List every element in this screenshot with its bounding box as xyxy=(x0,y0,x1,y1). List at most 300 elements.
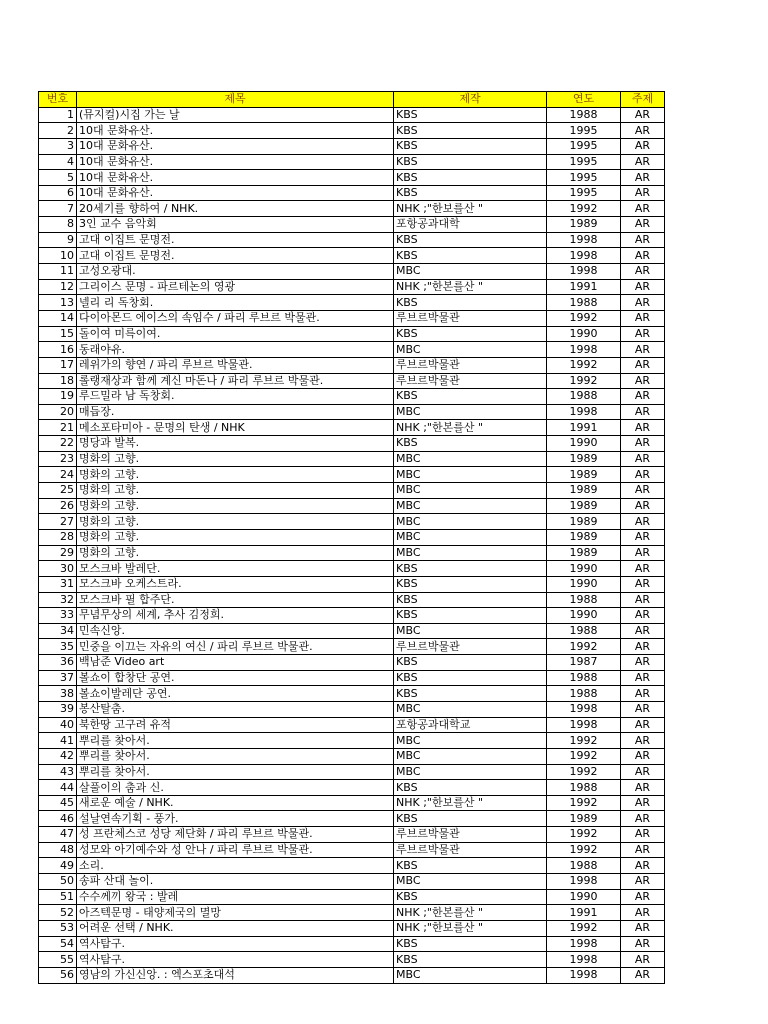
cell-number[interactable]: 47 xyxy=(39,827,77,843)
cell-producer[interactable]: 루브르박물관 xyxy=(394,357,547,373)
cell-title[interactable]: 넬리 리 독창회. xyxy=(77,295,394,311)
cell-producer[interactable]: 포항공과대학교 xyxy=(394,717,547,733)
cell-title[interactable]: 다이아몬드 에이스의 속임수 / 파리 루브르 박물관. xyxy=(77,310,394,326)
cell-producer[interactable]: 루브르박물관 xyxy=(394,310,547,326)
cell-year[interactable]: 1998 xyxy=(547,404,621,420)
cell-year[interactable]: 1992 xyxy=(547,373,621,389)
cell-producer[interactable]: MBC xyxy=(394,404,547,420)
cell-year[interactable]: 1988 xyxy=(547,858,621,874)
cell-producer[interactable]: KBS xyxy=(394,780,547,796)
cell-title[interactable]: 수수께끼 왕국 : 발레 xyxy=(77,889,394,905)
cell-number[interactable]: 19 xyxy=(39,389,77,405)
cell-number[interactable]: 1 xyxy=(39,107,77,123)
cell-producer[interactable]: 루브르박물관 xyxy=(394,842,547,858)
cell-year[interactable]: 1989 xyxy=(547,451,621,467)
cell-topic[interactable]: AR xyxy=(621,842,665,858)
cell-title[interactable]: 송파 산대 놀이. xyxy=(77,874,394,890)
cell-producer[interactable]: NHK ;"한본를산 " xyxy=(394,905,547,921)
cell-number[interactable]: 33 xyxy=(39,608,77,624)
cell-producer[interactable]: 포항공과대학 xyxy=(394,217,547,233)
cell-title[interactable]: 볼쇼이 합창단 공연. xyxy=(77,670,394,686)
cell-year[interactable]: 1989 xyxy=(547,811,621,827)
header-year[interactable]: 연도 xyxy=(547,92,621,108)
cell-number[interactable]: 39 xyxy=(39,701,77,717)
cell-producer[interactable]: MBC xyxy=(394,545,547,561)
cell-year[interactable]: 1988 xyxy=(547,295,621,311)
cell-number[interactable]: 51 xyxy=(39,889,77,905)
cell-title[interactable]: 명화의 고향. xyxy=(77,498,394,514)
cell-year[interactable]: 1989 xyxy=(547,529,621,545)
cell-title[interactable]: 성모와 아기예수와 성 안나 / 파리 루브르 박물관. xyxy=(77,842,394,858)
cell-number[interactable]: 52 xyxy=(39,905,77,921)
cell-topic[interactable]: AR xyxy=(621,639,665,655)
cell-title[interactable]: 고대 이집트 문명전. xyxy=(77,232,394,248)
cell-number[interactable]: 54 xyxy=(39,936,77,952)
cell-topic[interactable]: AR xyxy=(621,764,665,780)
cell-topic[interactable]: AR xyxy=(621,389,665,405)
header-number[interactable]: 번호 xyxy=(39,92,77,108)
cell-topic[interactable]: AR xyxy=(621,748,665,764)
cell-title[interactable]: 모스크바 발레단. xyxy=(77,561,394,577)
cell-year[interactable]: 1992 xyxy=(547,842,621,858)
cell-producer[interactable]: KBS xyxy=(394,686,547,702)
cell-number[interactable]: 29 xyxy=(39,545,77,561)
cell-title[interactable]: 설날연속기획 - 풍가. xyxy=(77,811,394,827)
cell-title[interactable]: 민중을 이끄는 자유의 여신 / 파리 루브르 박물관. xyxy=(77,639,394,655)
cell-number[interactable]: 6 xyxy=(39,185,77,201)
cell-topic[interactable]: AR xyxy=(621,326,665,342)
cell-year[interactable]: 1988 xyxy=(547,107,621,123)
cell-title[interactable]: 동래야유. xyxy=(77,342,394,358)
cell-topic[interactable]: AR xyxy=(621,138,665,154)
table-row xyxy=(39,483,665,499)
cell-topic[interactable]: AR xyxy=(621,529,665,545)
cell-year[interactable]: 1988 xyxy=(547,389,621,405)
cell-producer[interactable]: NHK ;"한보를산 " xyxy=(394,201,547,217)
cell-title[interactable]: 민속신앙. xyxy=(77,623,394,639)
cell-year[interactable]: 1987 xyxy=(547,655,621,671)
table-row xyxy=(39,561,665,577)
cell-title[interactable]: 고성오광대. xyxy=(77,264,394,280)
cell-year[interactable]: 1989 xyxy=(547,467,621,483)
cell-number[interactable]: 16 xyxy=(39,342,77,358)
cell-producer[interactable]: MBC xyxy=(394,874,547,890)
cell-title[interactable]: 영남의 가신신앙. : 엑스포초대석 xyxy=(77,967,394,983)
cell-topic[interactable]: AR xyxy=(621,936,665,952)
cell-number[interactable]: 2 xyxy=(39,123,77,139)
cell-year[interactable]: 1998 xyxy=(547,874,621,890)
cell-year[interactable]: 1991 xyxy=(547,905,621,921)
cell-producer[interactable]: KBS xyxy=(394,248,547,264)
cell-producer[interactable]: MBC xyxy=(394,701,547,717)
cell-topic[interactable]: AR xyxy=(621,780,665,796)
cell-producer[interactable]: MBC xyxy=(394,342,547,358)
cell-producer[interactable]: MBC xyxy=(394,467,547,483)
cell-year[interactable]: 1998 xyxy=(547,717,621,733)
cell-title[interactable]: 3인 교수 음악회 xyxy=(77,217,394,233)
cell-number[interactable]: 8 xyxy=(39,217,77,233)
cell-topic[interactable]: AR xyxy=(621,295,665,311)
cell-title[interactable]: 북한땅 고구려 유적 xyxy=(77,717,394,733)
cell-topic[interactable]: AR xyxy=(621,733,665,749)
cell-year[interactable]: 1998 xyxy=(547,248,621,264)
cell-topic[interactable]: AR xyxy=(621,436,665,452)
cell-title[interactable]: 뿌리를 찾아서. xyxy=(77,764,394,780)
cell-topic[interactable]: AR xyxy=(621,561,665,577)
cell-producer[interactable]: NHK ;"한본를산 " xyxy=(394,279,547,295)
cell-topic[interactable]: AR xyxy=(621,795,665,811)
cell-topic[interactable]: AR xyxy=(621,248,665,264)
cell-title[interactable]: 뿌리를 찾아서. xyxy=(77,733,394,749)
cell-title[interactable]: (뮤지컬)시집 가는 날 xyxy=(77,107,394,123)
cell-number[interactable]: 12 xyxy=(39,279,77,295)
cell-number[interactable]: 23 xyxy=(39,451,77,467)
cell-number[interactable]: 14 xyxy=(39,310,77,326)
cell-title[interactable]: 소리. xyxy=(77,858,394,874)
cell-producer[interactable]: KBS xyxy=(394,811,547,827)
cell-producer[interactable]: KBS xyxy=(394,889,547,905)
cell-number[interactable]: 38 xyxy=(39,686,77,702)
cell-producer[interactable]: NHK ;"한본를산 " xyxy=(394,420,547,436)
catalog-table xyxy=(38,91,665,984)
cell-topic[interactable]: AR xyxy=(621,279,665,295)
cell-year[interactable]: 1998 xyxy=(547,701,621,717)
cell-title[interactable]: 역사탐구. xyxy=(77,952,394,968)
cell-title[interactable]: 모스크바 필 합주단. xyxy=(77,592,394,608)
cell-number[interactable]: 44 xyxy=(39,780,77,796)
cell-year[interactable]: 1988 xyxy=(547,780,621,796)
cell-topic[interactable]: AR xyxy=(621,310,665,326)
cell-number[interactable]: 13 xyxy=(39,295,77,311)
cell-title[interactable]: 10대 문화유산. xyxy=(77,154,394,170)
cell-year[interactable]: 1988 xyxy=(547,623,621,639)
cell-topic[interactable]: AR xyxy=(621,701,665,717)
cell-producer[interactable]: MBC xyxy=(394,514,547,530)
cell-number[interactable]: 31 xyxy=(39,576,77,592)
cell-year[interactable]: 1998 xyxy=(547,264,621,280)
cell-topic[interactable]: AR xyxy=(621,467,665,483)
cell-topic[interactable]: AR xyxy=(621,686,665,702)
cell-topic[interactable]: AR xyxy=(621,514,665,530)
header-producer[interactable]: 제작 xyxy=(394,92,547,108)
cell-year[interactable]: 1992 xyxy=(547,764,621,780)
cell-producer[interactable]: KBS xyxy=(394,436,547,452)
cell-producer[interactable]: KBS xyxy=(394,107,547,123)
cell-producer[interactable]: KBS xyxy=(394,952,547,968)
cell-number[interactable]: 18 xyxy=(39,373,77,389)
cell-producer[interactable]: 루브르박물관 xyxy=(394,373,547,389)
cell-producer[interactable]: KBS xyxy=(394,389,547,405)
cell-title[interactable]: 명당과 발복. xyxy=(77,436,394,452)
cell-topic[interactable]: AR xyxy=(621,217,665,233)
cell-producer[interactable]: KBS xyxy=(394,232,547,248)
cell-producer[interactable]: KBS xyxy=(394,670,547,686)
cell-title[interactable]: 고대 이집트 문명전. xyxy=(77,248,394,264)
cell-number[interactable]: 53 xyxy=(39,920,77,936)
cell-topic[interactable]: AR xyxy=(621,404,665,420)
cell-year[interactable]: 1992 xyxy=(547,827,621,843)
cell-producer[interactable]: KBS xyxy=(394,138,547,154)
table-row xyxy=(39,514,665,530)
cell-year[interactable]: 1995 xyxy=(547,123,621,139)
cell-topic[interactable]: AR xyxy=(621,498,665,514)
cell-topic[interactable]: AR xyxy=(621,889,665,905)
cell-topic[interactable]: AR xyxy=(621,858,665,874)
cell-title[interactable]: 20세기를 향하여 / NHK. xyxy=(77,201,394,217)
cell-number[interactable]: 26 xyxy=(39,498,77,514)
cell-title[interactable]: 10대 문화유산. xyxy=(77,123,394,139)
cell-topic[interactable]: AR xyxy=(621,107,665,123)
cell-number[interactable]: 42 xyxy=(39,748,77,764)
cell-number[interactable]: 5 xyxy=(39,170,77,186)
cell-producer[interactable]: KBS xyxy=(394,936,547,952)
cell-topic[interactable]: AR xyxy=(621,201,665,217)
cell-producer[interactable]: MBC xyxy=(394,451,547,467)
cell-year[interactable]: 1990 xyxy=(547,561,621,577)
cell-topic[interactable]: AR xyxy=(621,967,665,983)
cell-producer[interactable]: 루브르박물관 xyxy=(394,639,547,655)
cell-year[interactable]: 1992 xyxy=(547,748,621,764)
cell-year[interactable]: 1998 xyxy=(547,342,621,358)
cell-number[interactable]: 10 xyxy=(39,248,77,264)
cell-title[interactable]: 볼쇼이발레단 공연. xyxy=(77,686,394,702)
table-row xyxy=(39,967,665,983)
cell-topic[interactable]: AR xyxy=(621,420,665,436)
cell-year[interactable]: 1989 xyxy=(547,545,621,561)
cell-year[interactable]: 1995 xyxy=(547,138,621,154)
cell-title[interactable]: 명화의 고향. xyxy=(77,514,394,530)
cell-topic[interactable]: AR xyxy=(621,264,665,280)
cell-producer[interactable]: NHK ;"한보를산 " xyxy=(394,920,547,936)
cell-topic[interactable]: AR xyxy=(621,232,665,248)
cell-year[interactable]: 1990 xyxy=(547,436,621,452)
cell-year[interactable]: 1990 xyxy=(547,889,621,905)
cell-year[interactable]: 1988 xyxy=(547,592,621,608)
cell-producer[interactable]: KBS xyxy=(394,858,547,874)
cell-year[interactable]: 1992 xyxy=(547,357,621,373)
cell-number[interactable]: 11 xyxy=(39,264,77,280)
table-row xyxy=(39,717,665,733)
cell-number[interactable]: 25 xyxy=(39,483,77,499)
cell-title[interactable]: 롤랭재상과 함께 계신 마돈나 / 파리 루브르 박물관. xyxy=(77,373,394,389)
cell-producer[interactable]: MBC xyxy=(394,733,547,749)
cell-title[interactable]: 매듭장. xyxy=(77,404,394,420)
cell-year[interactable]: 1992 xyxy=(547,733,621,749)
table-row xyxy=(39,655,665,671)
cell-number[interactable]: 50 xyxy=(39,874,77,890)
header-title[interactable]: 제목 xyxy=(77,92,394,108)
cell-title[interactable]: 루드밀라 남 독창회. xyxy=(77,389,394,405)
cell-year[interactable]: 1990 xyxy=(547,576,621,592)
cell-year[interactable]: 1990 xyxy=(547,608,621,624)
cell-year[interactable]: 1988 xyxy=(547,686,621,702)
cell-number[interactable]: 15 xyxy=(39,326,77,342)
cell-topic[interactable]: AR xyxy=(621,373,665,389)
cell-year[interactable]: 1990 xyxy=(547,326,621,342)
cell-year[interactable]: 1998 xyxy=(547,952,621,968)
cell-number[interactable]: 37 xyxy=(39,670,77,686)
cell-producer[interactable]: MBC xyxy=(394,623,547,639)
cell-topic[interactable]: AR xyxy=(621,592,665,608)
cell-title[interactable]: 명화의 고향. xyxy=(77,529,394,545)
cell-number[interactable]: 20 xyxy=(39,404,77,420)
cell-topic[interactable]: AR xyxy=(621,670,665,686)
cell-number[interactable]: 9 xyxy=(39,232,77,248)
cell-title[interactable]: 10대 문화유산. xyxy=(77,138,394,154)
cell-producer[interactable]: KBS xyxy=(394,592,547,608)
cell-producer[interactable]: MBC xyxy=(394,748,547,764)
cell-year[interactable]: 1995 xyxy=(547,154,621,170)
cell-year[interactable]: 1992 xyxy=(547,795,621,811)
cell-producer[interactable]: KBS xyxy=(394,185,547,201)
cell-producer[interactable]: KBS xyxy=(394,576,547,592)
cell-topic[interactable]: AR xyxy=(621,874,665,890)
table-row xyxy=(39,905,665,921)
cell-topic[interactable]: AR xyxy=(621,576,665,592)
table-row xyxy=(39,357,665,373)
cell-topic[interactable]: AR xyxy=(621,952,665,968)
cell-title[interactable]: 메소포타미아 - 문명의 탄생 / NHK xyxy=(77,420,394,436)
cell-number[interactable]: 45 xyxy=(39,795,77,811)
cell-number[interactable]: 21 xyxy=(39,420,77,436)
cell-topic[interactable]: AR xyxy=(621,827,665,843)
cell-number[interactable]: 30 xyxy=(39,561,77,577)
cell-producer[interactable]: KBS xyxy=(394,608,547,624)
cell-year[interactable]: 1989 xyxy=(547,498,621,514)
cell-year[interactable]: 1992 xyxy=(547,201,621,217)
header-topic[interactable]: 주제 xyxy=(621,92,665,108)
table-row xyxy=(39,404,665,420)
cell-title[interactable]: 살풀이의 춤과 신. xyxy=(77,780,394,796)
cell-topic[interactable]: AR xyxy=(621,483,665,499)
cell-title[interactable]: 그리이스 문명 - 파르테논의 영광 xyxy=(77,279,394,295)
cell-topic[interactable]: AR xyxy=(621,185,665,201)
cell-title[interactable]: 돌이여 미륵이여. xyxy=(77,326,394,342)
cell-producer[interactable]: KBS xyxy=(394,561,547,577)
cell-producer[interactable]: KBS xyxy=(394,123,547,139)
cell-topic[interactable]: AR xyxy=(621,545,665,561)
cell-number[interactable]: 36 xyxy=(39,655,77,671)
cell-number[interactable]: 55 xyxy=(39,952,77,968)
cell-number[interactable]: 49 xyxy=(39,858,77,874)
cell-producer[interactable]: MBC xyxy=(394,483,547,499)
table-row xyxy=(39,310,665,326)
cell-producer[interactable]: KBS xyxy=(394,655,547,671)
cell-number[interactable]: 34 xyxy=(39,623,77,639)
cell-year[interactable]: 1995 xyxy=(547,170,621,186)
cell-number[interactable]: 27 xyxy=(39,514,77,530)
cell-number[interactable]: 43 xyxy=(39,764,77,780)
cell-year[interactable]: 1989 xyxy=(547,483,621,499)
cell-number[interactable]: 3 xyxy=(39,138,77,154)
cell-year[interactable]: 1992 xyxy=(547,639,621,655)
table-row xyxy=(39,827,665,843)
cell-topic[interactable]: AR xyxy=(621,717,665,733)
cell-producer[interactable]: KBS xyxy=(394,295,547,311)
cell-topic[interactable]: AR xyxy=(621,905,665,921)
cell-topic[interactable]: AR xyxy=(621,170,665,186)
cell-year[interactable]: 1989 xyxy=(547,217,621,233)
cell-title[interactable]: 10대 문화유산. xyxy=(77,185,394,201)
cell-topic[interactable]: AR xyxy=(621,357,665,373)
cell-number[interactable]: 17 xyxy=(39,357,77,373)
cell-title[interactable]: 새로운 예술 / NHK. xyxy=(77,795,394,811)
table-row xyxy=(39,326,665,342)
cell-producer[interactable]: KBS xyxy=(394,154,547,170)
cell-producer[interactable]: MBC xyxy=(394,529,547,545)
cell-year[interactable]: 1991 xyxy=(547,420,621,436)
table-row xyxy=(39,264,665,280)
cell-title[interactable]: 성 프란체스코 성당 제단화 / 파리 루브르 박물관. xyxy=(77,827,394,843)
cell-topic[interactable]: AR xyxy=(621,342,665,358)
cell-producer[interactable]: MBC xyxy=(394,498,547,514)
cell-title[interactable]: 레위가의 향연 / 파리 루브르 박물관. xyxy=(77,357,394,373)
cell-year[interactable]: 1998 xyxy=(547,936,621,952)
cell-producer[interactable]: MBC xyxy=(394,967,547,983)
cell-year[interactable]: 1992 xyxy=(547,920,621,936)
cell-title[interactable]: 봉산탈춤. xyxy=(77,701,394,717)
cell-producer[interactable]: 루브르박물관 xyxy=(394,827,547,843)
cell-year[interactable]: 1992 xyxy=(547,310,621,326)
cell-number[interactable]: 46 xyxy=(39,811,77,827)
cell-year[interactable]: 1991 xyxy=(547,279,621,295)
cell-number[interactable]: 28 xyxy=(39,529,77,545)
cell-number[interactable]: 56 xyxy=(39,967,77,983)
cell-year[interactable]: 1995 xyxy=(547,185,621,201)
cell-producer[interactable]: NHK ;"한보를산 " xyxy=(394,795,547,811)
cell-title[interactable]: 10대 문화유산. xyxy=(77,170,394,186)
cell-topic[interactable]: AR xyxy=(621,451,665,467)
cell-year[interactable]: 1998 xyxy=(547,232,621,248)
cell-topic[interactable]: AR xyxy=(621,655,665,671)
cell-number[interactable]: 40 xyxy=(39,717,77,733)
cell-producer[interactable]: KBS xyxy=(394,170,547,186)
cell-producer[interactable]: MBC xyxy=(394,264,547,280)
table-row xyxy=(39,874,665,890)
cell-title[interactable]: 무념무상의 세계, 추사 김정희. xyxy=(77,608,394,624)
cell-year[interactable]: 1998 xyxy=(547,967,621,983)
cell-number[interactable]: 24 xyxy=(39,467,77,483)
cell-title[interactable]: 뿌리를 찾아서. xyxy=(77,748,394,764)
cell-number[interactable]: 4 xyxy=(39,154,77,170)
cell-number[interactable]: 41 xyxy=(39,733,77,749)
cell-topic[interactable]: AR xyxy=(621,920,665,936)
cell-title[interactable]: 명화의 고향. xyxy=(77,451,394,467)
cell-number[interactable]: 48 xyxy=(39,842,77,858)
cell-title[interactable]: 명화의 고향. xyxy=(77,483,394,499)
cell-topic[interactable]: AR xyxy=(621,123,665,139)
cell-topic[interactable]: AR xyxy=(621,608,665,624)
cell-topic[interactable]: AR xyxy=(621,623,665,639)
cell-number[interactable]: 35 xyxy=(39,639,77,655)
cell-number[interactable]: 22 xyxy=(39,436,77,452)
cell-title[interactable]: 백남준 Video art xyxy=(77,655,394,671)
cell-title[interactable]: 역사탐구. xyxy=(77,936,394,952)
cell-producer[interactable]: MBC xyxy=(394,764,547,780)
cell-number[interactable]: 7 xyxy=(39,201,77,217)
cell-title[interactable]: 명화의 고향. xyxy=(77,545,394,561)
cell-year[interactable]: 1988 xyxy=(547,670,621,686)
cell-year[interactable]: 1989 xyxy=(547,514,621,530)
cell-title[interactable]: 모스크바 오케스트라. xyxy=(77,576,394,592)
cell-title[interactable]: 어려운 선택 / NHK. xyxy=(77,920,394,936)
cell-number[interactable]: 32 xyxy=(39,592,77,608)
cell-topic[interactable]: AR xyxy=(621,154,665,170)
cell-title[interactable]: 아즈텍문명 - 태양제국의 멸망 xyxy=(77,905,394,921)
cell-title[interactable]: 명화의 고향. xyxy=(77,467,394,483)
cell-topic[interactable]: AR xyxy=(621,811,665,827)
cell-producer[interactable]: KBS xyxy=(394,326,547,342)
